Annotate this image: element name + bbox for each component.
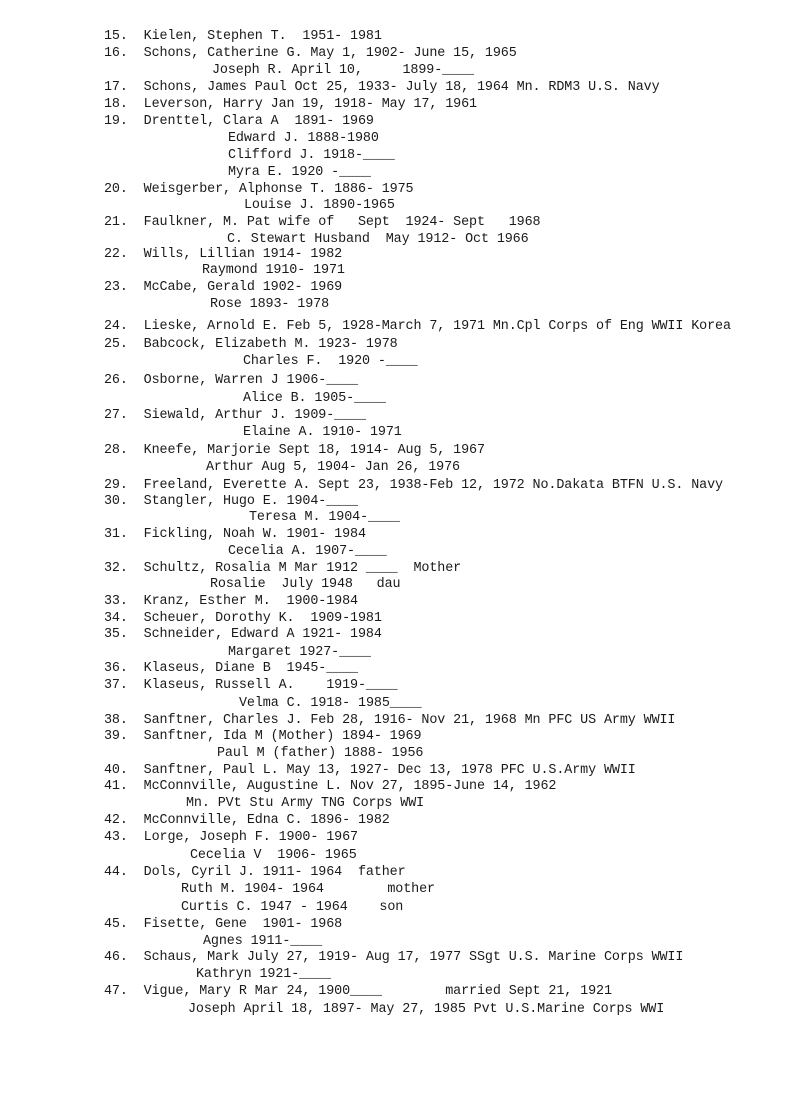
record-line: 32. Schultz, Rosalia M Mar 1912 ____ Mother xyxy=(104,561,462,576)
record-line: 23. McCabe, Gerald 1902- 1969 xyxy=(104,280,343,295)
record-line: 38. Sanftner, Charles J. Feb 28, 1916- Nov 21, 1968 Mn PFC US Army WWII xyxy=(104,713,676,728)
record-line: 16. Schons, Catherine G. May 1, 1902- June 15, 1965 xyxy=(104,46,517,61)
record-line: 35. Schneider, Edward A 1921- 1984 xyxy=(104,627,382,642)
record-line: 42. McConnville, Edna C. 1896- 1982 xyxy=(104,813,390,828)
record-line: Elaine A. 1910- 1971 xyxy=(243,425,402,440)
record-line: C. Stewart Husband May 1912- Oct 1966 xyxy=(227,232,529,247)
record-line: Agnes 1911-____ xyxy=(203,934,323,949)
record-line: 33. Kranz, Esther M. 1900-1984 xyxy=(104,594,358,609)
record-line: 37. Klaseus, Russell A. 1919-____ xyxy=(104,678,398,693)
record-line: 46. Schaus, Mark July 27, 1919- Aug 17, 1977 SSgt U.S. Marine Corps WWII xyxy=(104,950,684,965)
record-line: Clifford J. 1918-____ xyxy=(228,148,395,163)
record-line: 30. Stangler, Hugo E. 1904-____ xyxy=(104,494,358,509)
record-line: 45. Fisette, Gene 1901- 1968 xyxy=(104,917,343,932)
record-line: Louise J. 1890-1965 xyxy=(244,198,395,213)
record-line: 20. Weisgerber, Alphonse T. 1886- 1975 xyxy=(104,182,414,197)
record-line: 17. Schons, James Paul Oct 25, 1933- July 18, 1964 Mn. RDM3 U.S. Navy xyxy=(104,80,660,95)
record-line: 27. Siewald, Arthur J. 1909-____ xyxy=(104,408,366,423)
record-line: Rosalie July 1948 dau xyxy=(210,577,401,592)
record-line: 26. Osborne, Warren J 1906-____ xyxy=(104,373,358,388)
record-line: 22. Wills, Lillian 1914- 1982 xyxy=(104,247,343,262)
record-line: 25. Babcock, Elizabeth M. 1923- 1978 xyxy=(104,337,398,352)
record-line: 28. Kneefe, Marjorie Sept 18, 1914- Aug 5, 1967 xyxy=(104,443,485,458)
record-line: 43. Lorge, Joseph F. 1900- 1967 xyxy=(104,830,358,845)
record-line: 41. McConnville, Augustine L. Nov 27, 1895-June 14, 1962 xyxy=(104,779,557,794)
record-line: Mn. PVt Stu Army TNG Corps WWI xyxy=(186,796,425,811)
record-line: 19. Drenttel, Clara A 1891- 1969 xyxy=(104,114,374,129)
record-line: 36. Klaseus, Diane B 1945-____ xyxy=(104,661,358,676)
record-line: Charles F. 1920 -____ xyxy=(243,354,418,369)
record-line: Joseph R. April 10, 1899-____ xyxy=(212,63,474,78)
record-line: Alice B. 1905-____ xyxy=(243,391,386,406)
record-line: Joseph April 18, 1897- May 27, 1985 Pvt U.S.Marine Corps WWI xyxy=(188,1002,665,1017)
record-line: Cecelia V 1906- 1965 xyxy=(190,848,357,863)
record-line: 39. Sanftner, Ida M (Mother) 1894- 1969 xyxy=(104,729,422,744)
record-line: Ruth M. 1904- 1964 mother xyxy=(181,882,435,897)
record-line: Cecelia A. 1907-____ xyxy=(228,544,387,559)
record-line: 21. Faulkner, M. Pat wife of Sept 1924- Sept 1968 xyxy=(104,215,541,230)
record-line: Rose 1893- 1978 xyxy=(210,297,330,312)
record-line: Paul M (father) 1888- 1956 xyxy=(217,746,424,761)
record-line: 31. Fickling, Noah W. 1901- 1984 xyxy=(104,527,366,542)
record-line: 47. Vigue, Mary R Mar 24, 1900____ married Sept 21, 1921 xyxy=(104,984,612,999)
record-line: Teresa M. 1904-____ xyxy=(249,510,400,525)
record-line: Kathryn 1921-____ xyxy=(196,967,331,982)
record-line: 44. Dols, Cyril J. 1911- 1964 father xyxy=(104,865,406,880)
record-line: Edward J. 1888-1980 xyxy=(228,131,379,146)
record-line: Margaret 1927-____ xyxy=(228,645,371,660)
record-line: 24. Lieske, Arnold E. Feb 5, 1928-March 7, 1971 Mn.Cpl Corps of Eng WWII Korea xyxy=(104,319,731,334)
record-line: 34. Scheuer, Dorothy K. 1909-1981 xyxy=(104,611,382,626)
record-line: Raymond 1910- 1971 xyxy=(202,263,345,278)
record-line: Myra E. 1920 -____ xyxy=(228,165,371,180)
record-line: 29. Freeland, Everette A. Sept 23, 1938-Feb 12, 1972 No.Dakata BTFN U.S. Navy xyxy=(104,478,723,493)
record-line: 18. Leverson, Harry Jan 19, 1918- May 17, 1961 xyxy=(104,97,477,112)
record-line: Arthur Aug 5, 1904- Jan 26, 1976 xyxy=(206,460,460,475)
record-line: 15. Kielen, Stephen T. 1951- 1981 xyxy=(104,29,382,44)
record-line: 40. Sanftner, Paul L. May 13, 1927- Dec 13, 1978 PFC U.S.Army WWII xyxy=(104,763,636,778)
record-line: Curtis C. 1947 - 1964 son xyxy=(181,900,404,915)
record-line: Velma C. 1918- 1985____ xyxy=(239,696,422,711)
